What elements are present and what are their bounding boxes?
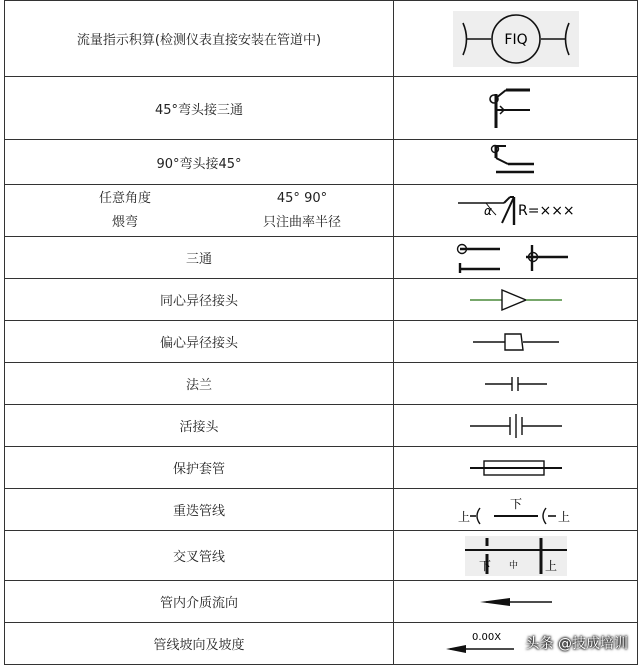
row-name: 流量指示积算(检测仪表直接安装在管道中) [5,1,394,77]
lower-label: 下 [478,558,491,573]
tee-icon [456,241,576,275]
upper-label: 上 [544,558,557,573]
alpha-label: α [483,203,492,218]
flange-icon [483,374,549,394]
elbow45-tee-symbol-cell [394,77,638,140]
overlapping-pipes-icon [456,494,576,526]
row-name: 管线坡向及坡度 [5,623,394,665]
elbow45-tee-icon [486,86,546,130]
name-line2-left: 煨弯 [111,214,138,230]
name-line1-right: 45° 90° [276,190,328,206]
table-row [5,363,638,405]
flange-symbol-cell [394,363,638,405]
table-row [5,447,638,489]
table-row [5,237,638,279]
flow-direction-arrow-icon [478,594,554,610]
fiq-label: FIQ [503,31,528,48]
any-angle-bend-name [5,185,394,237]
concentric-reducer-symbol-cell [394,279,638,321]
slope-label: 0.00X [472,631,502,643]
radius-label: R=××× [517,202,575,219]
table-row [5,405,638,447]
row-name: 保护套管 [5,447,394,489]
table-row [5,185,638,237]
bend-icon [456,193,576,229]
row-name: 90°弯头接45° [5,140,394,185]
protective-sleeve-icon [468,456,564,480]
flow-direction-symbol-cell [394,581,638,623]
row-name: 同心异径接头 [5,279,394,321]
row-name: 重迭管线 [5,489,394,531]
table-row [5,1,638,77]
elbow90-45-symbol-cell [394,140,638,185]
slope-arrow-icon [444,631,534,657]
table-row [5,321,638,363]
upper-label: 上 [457,509,470,524]
protective-sleeve-symbol-cell [394,447,638,489]
row-name: 三通 [5,237,394,279]
watermark: 头条 @技成培训 [525,636,628,652]
elbow90-45-icon [486,142,546,182]
row-name: 偏心异径接头 [5,321,394,363]
table-row [5,140,638,185]
name-line1-left: 任意角度 [98,190,151,206]
row-name: 交叉管线 [5,531,394,581]
crossing-pipes-icon [465,536,567,576]
row-name: 法兰 [5,363,394,405]
middle-label: 中 [508,560,518,571]
union-symbol-cell [394,405,638,447]
lower-label: 下 [509,496,522,511]
table-row [5,581,638,623]
overlapping-pipes-symbol-cell [394,489,638,531]
concentric-reducer-icon [468,287,564,313]
table-row [5,77,638,140]
eccentric-reducer-symbol-cell [394,321,638,363]
name-line2-right: 只注曲率半径 [262,214,341,230]
row-name: 管内介质流向 [5,581,394,623]
flow-indicator-icon [453,11,579,67]
table-row [5,489,638,531]
flow-indicator-symbol-cell [394,1,638,77]
row-name: 45°弯头接三通 [5,77,394,140]
upper-label-right: 上 [557,509,570,524]
symbol-table [4,0,638,665]
union-icon [468,413,564,439]
crossing-pipes-symbol-cell [394,531,638,581]
table-row [5,279,638,321]
row-name: 活接头 [5,405,394,447]
bend-symbol-cell [394,185,638,237]
eccentric-reducer-icon [471,330,561,354]
tee-symbol-cell [394,237,638,279]
table-row [5,531,638,581]
